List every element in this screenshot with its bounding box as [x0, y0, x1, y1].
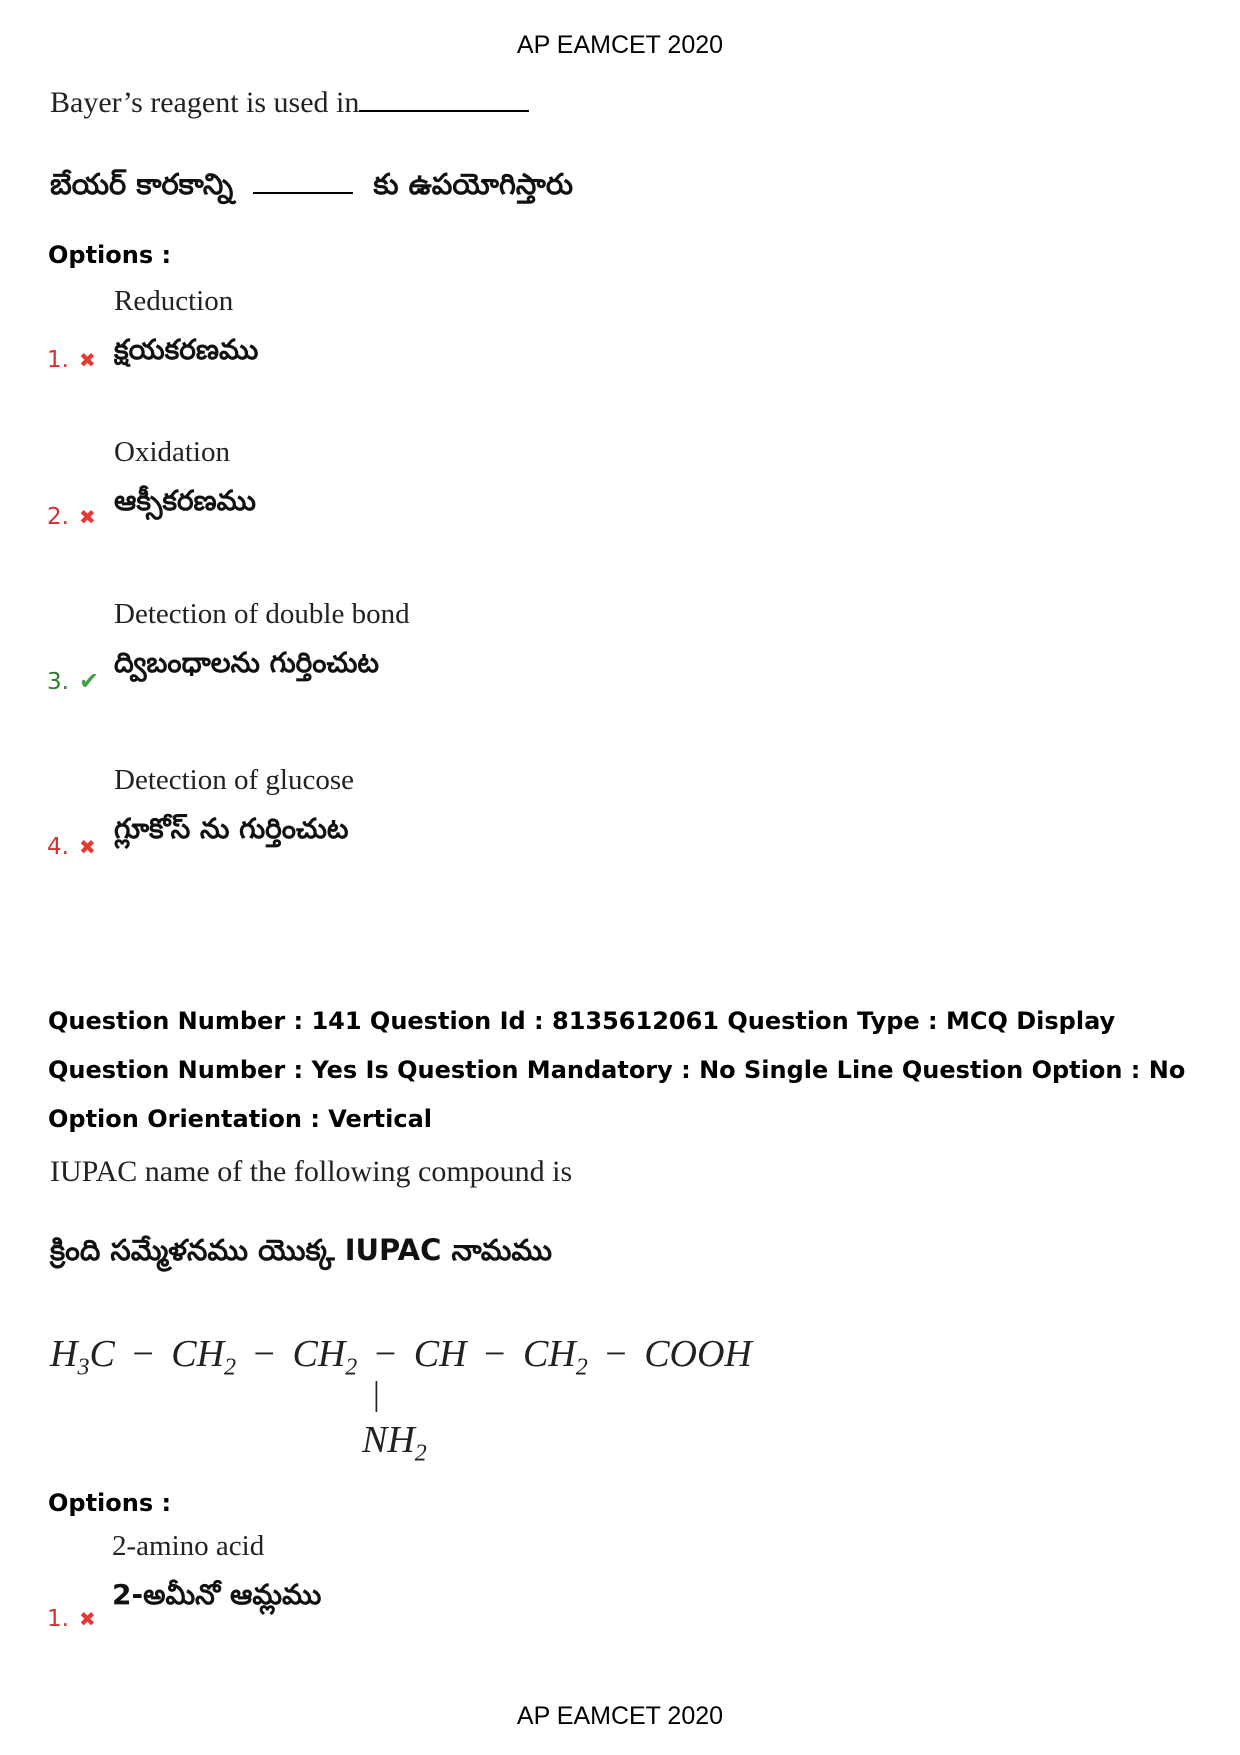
- options-label: Options :: [48, 241, 172, 269]
- question-text-en: [50, 86, 529, 120]
- structural-formula: [50, 1332, 752, 1382]
- option-2-te: ఆక్సీకరణము: [114, 484, 256, 517]
- question-141-text-en: IUPAC name of the following compound is: [50, 1155, 573, 1188]
- formula-ch2: $CH_2$: [522, 1333, 588, 1381]
- formula-h3c: $H_3C$: [50, 1333, 115, 1381]
- option-3-number: 3.: [47, 669, 69, 695]
- question-141-text-te: క్రింది సమ్మేళనము యొక్క IUPAC నామము: [50, 1233, 553, 1267]
- bond-dash: −: [605, 1333, 627, 1375]
- option-4-marker: [47, 834, 96, 860]
- option-2-en: Oxidation: [114, 436, 230, 468]
- cross-icon: ✖: [78, 835, 96, 859]
- formula-ch2: $CH_2$: [171, 1333, 237, 1381]
- formula-nh2: $NH_2$: [362, 1419, 427, 1467]
- option-3-en: Detection of double bond: [114, 598, 410, 630]
- q141-option-1-number: 1.: [47, 1606, 69, 1632]
- question-text-te-part1: బేయర్ కారకాన్ని: [50, 167, 234, 201]
- option-4-number: 4.: [47, 834, 69, 860]
- bond-dash: −: [253, 1333, 275, 1375]
- page-header: AP EAMCET 2020: [516, 31, 724, 59]
- question-meta: Question Number : 141 Question Id : 8135612061 Question Type : MCQ Display Question Number : Yes Is Question Mandatory : No Single Line Question Option : No Option Orientation : Vertical: [48, 1007, 1186, 1133]
- cross-icon: ✖: [78, 505, 96, 529]
- cross-icon: ✖: [78, 348, 96, 372]
- question-text-te-part2: కు ఉపయోగిస్తారు: [373, 167, 574, 201]
- option-1-en: Reduction: [114, 285, 234, 317]
- formula-ch2: $CH_2$: [292, 1333, 358, 1381]
- question-text-en-label: Bayer’s reagent is used in: [50, 86, 360, 119]
- option-3-te: ద్విబంధాలను గుర్తించుట: [114, 646, 380, 679]
- cross-icon: ✖: [78, 1607, 96, 1631]
- option-2-number: 2.: [47, 504, 69, 530]
- bond-dash: −: [132, 1333, 154, 1375]
- q141-option-1-marker: [47, 1606, 96, 1632]
- q141-option-1-te: 2-అమీనో ఆమ్లము: [112, 1578, 322, 1611]
- page-footer: AP EAMCET 2020: [516, 1702, 724, 1730]
- bond-dash: −: [374, 1333, 397, 1375]
- options-label-141: Options :: [48, 1489, 172, 1517]
- option-1-marker: [47, 347, 96, 373]
- vertical-bond: |: [373, 1376, 380, 1413]
- q141-option-1-en: 2-amino acid: [112, 1530, 265, 1562]
- check-icon: ✔: [78, 667, 100, 695]
- formula-cooh: COOH: [644, 1333, 752, 1375]
- answer-blank: [359, 110, 529, 112]
- option-4-te: గ్లూకోస్ ను గుర్తించుట: [114, 812, 349, 845]
- option-4-en: Detection of glucose: [114, 764, 354, 796]
- bond-dash: −: [484, 1333, 506, 1375]
- option-2-marker: [47, 504, 96, 530]
- formula-ch: CH: [413, 1333, 467, 1375]
- question-text-te: [50, 167, 573, 209]
- option-1-te: క్షయకరణము: [114, 333, 259, 366]
- option-3-marker: [47, 667, 99, 695]
- option-1-number: 1.: [47, 347, 69, 373]
- answer-blank-te: [253, 192, 353, 194]
